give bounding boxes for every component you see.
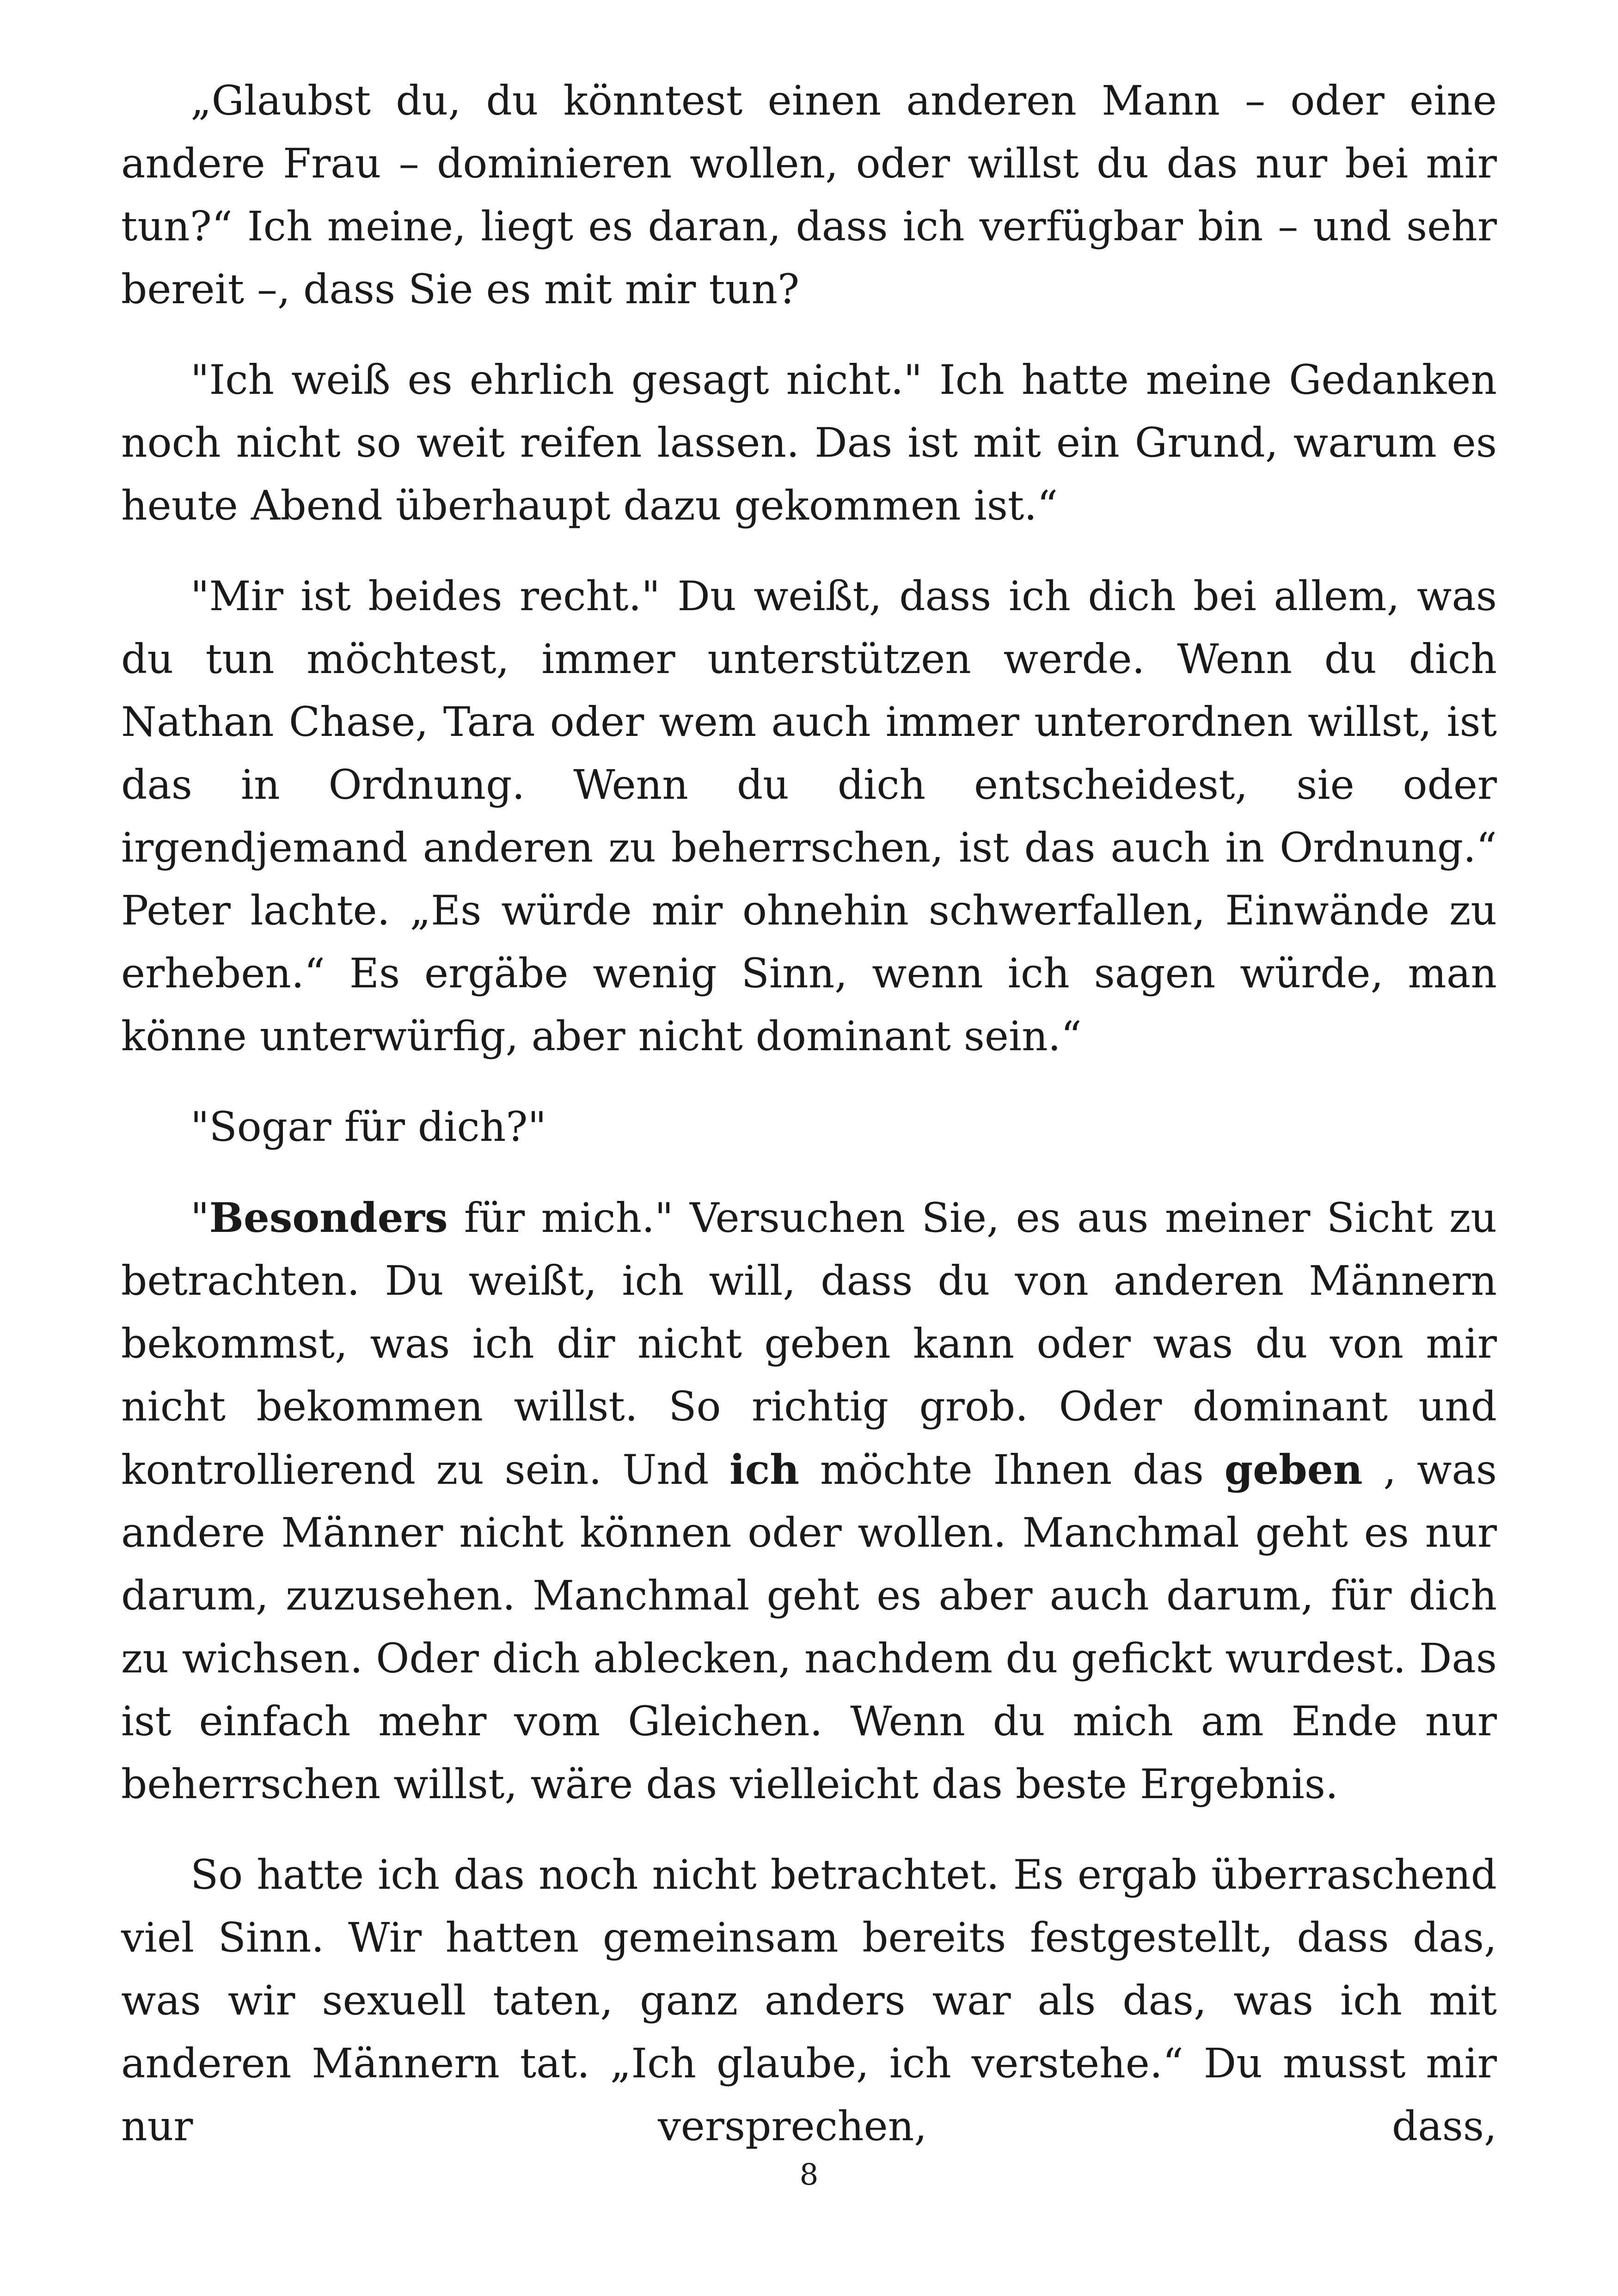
text-run: "Ich weiß es ehrlich gesagt nicht." Ich hatte meine Gedanken noch nicht so weit reifen lassen. Das ist mit ein Grund, warum es heute Abend überhaupt dazu gekommen ist.“	[121, 356, 1497, 529]
paragraph	[121, 1843, 1497, 2158]
text-run: So hatte ich das noch nicht betrachtet. Es ergab überraschend viel Sinn. Wir hatten gemeinsam bereits festgestellt, dass das, was wir sexuell taten, ganz anders war als das, was ich mit anderen Männern tat. „Ich glaube, ich verstehe.“ Du musst mir nur versprechen, dass,	[121, 1851, 1497, 2150]
bold-text: Besonders	[209, 1194, 448, 1242]
paragraph	[121, 1186, 1497, 1816]
text-run: "Sogar für dich?"	[190, 1103, 546, 1151]
text-run: möchte Ihnen das	[799, 1446, 1225, 1494]
text-run: , was andere Männer nicht können oder wollen. Manchmal geht es nur darum, zuzusehen. Manchmal geht es aber auch darum, für dich zu wichsen. Oder dich ablecken, nachdem du gefickt wurdest. Das ist einfach mehr vom Gleichen. Wenn du mich am Ende nur beherrschen willst, wäre das vielleicht das beste Ergebnis.	[121, 1446, 1497, 1808]
page-number: 8	[799, 2158, 819, 2192]
bold-text: geben	[1224, 1445, 1363, 1494]
paragraph	[121, 349, 1497, 537]
text-run: „Glaubst du, du könntest einen anderen Mann – oder eine andere Frau – dominieren wollen, oder willst du das nur bei mir tun?“ Ich meine, liegt es daran, dass ich verfügbar bin – und sehr bereit –, dass Sie es mit mir tun?	[121, 77, 1497, 313]
body-text	[121, 69, 1497, 2158]
text-run: für mich." Versuchen Sie, es aus meiner Sicht zu betrachten. Du weißt, ich will, dass du von anderen Männern bekommst, was ich dir nicht geben kann oder was du von mir nicht bekommen willst. So richtig grob. Oder dominant und kontrollierend zu sein. Und	[121, 1194, 1497, 1494]
text-run: "	[190, 1194, 209, 1242]
bold-text: ich	[729, 1445, 800, 1494]
text-run: "Mir ist beides recht." Du weißt, dass ich dich bei allem, was du tun möchtest, immer unterstützen werde. Wenn du dich Nathan Chase, Tara oder wem auch immer unterordnen willst, ist das in Ordnung. Wenn du dich entscheidest, sie oder irgendjemand anderen zu beherrschen, ist das auch in Ordnung.“ Peter lachte. „Es würde mir ohnehin schwerfallen, Einwände zu erheben.“ Es ergäbe wenig Sinn, wenn ich sagen würde, man könne unterwürfig, aber nicht dominant sein.“	[121, 572, 1497, 1060]
paragraph	[121, 565, 1497, 1068]
paragraph	[121, 1096, 1497, 1158]
paragraph	[121, 69, 1497, 321]
